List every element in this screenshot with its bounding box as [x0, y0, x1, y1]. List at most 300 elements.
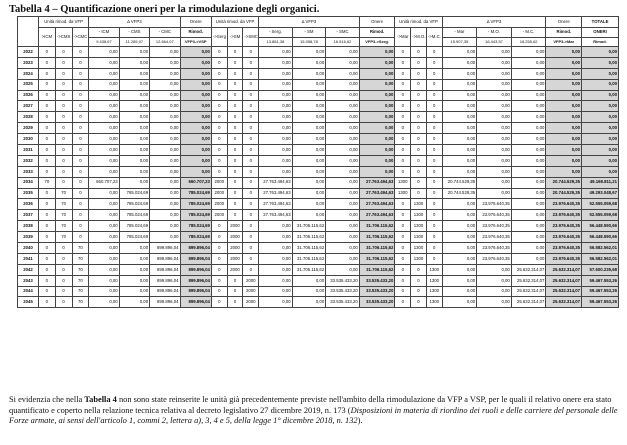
onere-cell: 0,00: [359, 90, 395, 101]
units-cell: 1300: [426, 264, 442, 275]
onere-cell: 0,00: [546, 68, 582, 79]
delta-cell: 0,00: [119, 134, 149, 145]
year-cell: 2028: [18, 112, 39, 123]
delta-cell: 23.976.640,35: [477, 253, 512, 264]
delta-cell: 0,00: [150, 123, 180, 134]
total-cell: 57.600.235,68: [582, 264, 619, 275]
delta-cell: 0,00: [259, 232, 293, 243]
units-cell: 0: [395, 286, 411, 297]
delta-cell: 0,00: [150, 232, 180, 243]
onere-cell: 23.976.640,35: [546, 232, 582, 243]
delta-cell: 0,00: [150, 166, 180, 177]
units-cell: 0: [243, 90, 259, 101]
vfp-vsp-header: VFP3->VSP: [180, 38, 211, 47]
table-row: [18, 166, 619, 177]
delta-cell: 0,00: [150, 155, 180, 166]
onere-cell: 0,00: [180, 47, 211, 58]
units-cell: 0: [55, 166, 72, 177]
year-cell: 2029: [18, 123, 39, 134]
units-cell: 0: [395, 166, 411, 177]
year-cell: 2044: [18, 286, 39, 297]
delta-cell: 27.763.494,63: [259, 177, 293, 188]
total-cell: 0,00: [582, 166, 619, 177]
delta-cell: 0,00: [442, 166, 477, 177]
onere-cell: 0,00: [546, 112, 582, 123]
units-cell: 0: [55, 112, 72, 123]
delta-cell: 0,00: [442, 57, 477, 68]
delta-cell: 0,00: [477, 101, 512, 112]
units-cell: 1300: [411, 243, 427, 254]
delta-cell: 0,00: [292, 199, 326, 210]
onere-cell: 25.632.314,07: [546, 297, 582, 308]
units-cell: 0: [243, 188, 259, 199]
units-cell: 0: [243, 210, 259, 221]
units-cell: 0: [211, 221, 227, 232]
delta-cell: 0,00: [511, 232, 546, 243]
units-cell: 0: [243, 243, 259, 254]
delta-cell: 0,00: [477, 275, 512, 286]
units-cell: 70: [55, 232, 72, 243]
onere-cell: 0,00: [359, 57, 395, 68]
total-cell: 56.582.562,01: [582, 253, 619, 264]
units-cell: 0: [55, 57, 72, 68]
delta-cell: 0,00: [326, 134, 360, 145]
units-cell: 2000: [243, 297, 259, 308]
delta-cell: 0,00: [89, 232, 119, 243]
delta-cell: 0,00: [89, 253, 119, 264]
onere-cell: 0,00: [546, 47, 582, 58]
delta-cell: 0,00: [259, 90, 293, 101]
units-cell: 0: [38, 145, 55, 156]
delta-cell: 0,00: [119, 112, 149, 123]
units-cell: 0: [211, 112, 227, 123]
units-cell: 0: [211, 243, 227, 254]
units-cell: 70: [72, 275, 89, 286]
units-cell: 70: [72, 243, 89, 254]
units-cell: 0: [72, 145, 89, 156]
col-header: >ICM: [38, 28, 55, 47]
units-cell: 0: [38, 243, 55, 254]
delta-cell: 0,00: [89, 221, 119, 232]
delta-cell: 0,00: [259, 123, 293, 134]
delta-cell: 0,00: [89, 199, 119, 210]
delta-cell: 33.535.433,20: [326, 297, 360, 308]
units-cell: 0: [395, 221, 411, 232]
rimod-header: Rimod.: [359, 28, 395, 38]
delta-cell: 0,00: [89, 79, 119, 90]
delta-cell: 25.632.314,07: [511, 286, 546, 297]
delta-cell: 0,00: [442, 297, 477, 308]
onere-cell: 0,00: [359, 101, 395, 112]
units-cell: 0: [211, 57, 227, 68]
units-cell: 0: [395, 275, 411, 286]
onere-cell: 25.632.314,07: [546, 275, 582, 286]
delta-cell: 0,00: [119, 79, 149, 90]
note-text: Si evidenzia che nella: [9, 395, 85, 404]
delta-cell: 0,00: [89, 68, 119, 79]
delta-cell: 0,00: [511, 57, 546, 68]
delta-cell: 0,00: [292, 47, 326, 58]
onere-cell: 27.763.494,63: [359, 177, 395, 188]
delta-value-header: 15.907,35: [442, 38, 477, 47]
total-cell: 0,00: [582, 57, 619, 68]
delta-cell: 0,00: [511, 123, 546, 134]
onere-cell: 0,00: [180, 101, 211, 112]
delta-cell: 20.744.529,35: [442, 177, 477, 188]
delta-cell: 0,00: [89, 145, 119, 156]
delta-cell: 0,00: [326, 123, 360, 134]
units-cell: 0: [38, 232, 55, 243]
delta-cell: 0,00: [292, 112, 326, 123]
units-cell: 0: [211, 145, 227, 156]
delta-cell: 0,00: [119, 155, 149, 166]
units-cell: 70: [55, 221, 72, 232]
units-cell: 0: [426, 221, 442, 232]
units-cell: 0: [426, 47, 442, 58]
onere-cell: 899.896,04: [180, 253, 211, 264]
year-cell: 2042: [18, 264, 39, 275]
delta-cell: 0,00: [292, 101, 326, 112]
year-cell: 2043: [18, 275, 39, 286]
delta-cell: 0,00: [442, 253, 477, 264]
delta-cell: 899.896,04: [150, 286, 180, 297]
col-header: ->SM: [227, 28, 243, 47]
delta-col-header: - SM: [292, 28, 326, 38]
units-cell: 0: [211, 134, 227, 145]
units-cell: 2000: [243, 275, 259, 286]
units-cell: 0: [243, 166, 259, 177]
delta-cell: 0,00: [89, 47, 119, 58]
units-cell: 0: [411, 57, 427, 68]
total-cell: 0,00: [582, 101, 619, 112]
delta-cell: 0,00: [477, 297, 512, 308]
units-cell: 0: [72, 57, 89, 68]
units-cell: 0: [55, 134, 72, 145]
delta-cell: 0,00: [150, 68, 180, 79]
totale-header: TOTALE: [582, 17, 619, 28]
delta-cell: 899.896,04: [150, 253, 180, 264]
onere-header: Onere: [359, 17, 395, 28]
delta-cell: 23.976.640,35: [477, 221, 512, 232]
units-cell: 0: [395, 90, 411, 101]
delta-cell: 660.707,23: [89, 177, 119, 188]
table-row: [18, 253, 619, 264]
delta-cell: 25.632.314,07: [511, 264, 546, 275]
delta-cell: 0,00: [292, 145, 326, 156]
units-cell: 2000: [227, 221, 243, 232]
delta-cell: 0,00: [511, 166, 546, 177]
units-cell: 0: [426, 123, 442, 134]
units-cell: 0: [411, 275, 427, 286]
delta-cell: 0,00: [511, 90, 546, 101]
units-cell: 0: [55, 101, 72, 112]
col-header: ->M.O.: [411, 28, 427, 47]
total-cell: 59.467.553,26: [582, 286, 619, 297]
units-cell: 0: [55, 68, 72, 79]
delta-cell: 0,00: [442, 232, 477, 243]
onere-cell: 0,00: [546, 101, 582, 112]
units-cell: 0: [55, 123, 72, 134]
delta-cell: 0,00: [150, 57, 180, 68]
onere-cell: 0,00: [546, 134, 582, 145]
delta-cell: 0,00: [259, 134, 293, 145]
table-row: [18, 134, 619, 145]
total-cell: 0,00: [582, 90, 619, 101]
units-cell: 0: [243, 112, 259, 123]
delta-cell: 0,00: [326, 166, 360, 177]
units-cell: 0: [227, 177, 243, 188]
units-cell: 0: [243, 79, 259, 90]
delta-cell: 0,00: [326, 90, 360, 101]
units-cell: 0: [395, 243, 411, 254]
onere-cell: 0,00: [546, 155, 582, 166]
units-cell: 0: [55, 47, 72, 58]
delta-cell: 0,00: [511, 221, 546, 232]
units-cell: 0: [426, 101, 442, 112]
onere-cell: 785.024,69: [180, 199, 211, 210]
units-cell: 0: [38, 101, 55, 112]
units-cell: 2000: [227, 253, 243, 264]
year-cell: 2034: [18, 177, 39, 188]
table-row: [18, 188, 619, 199]
delta-cell: 0,00: [477, 166, 512, 177]
delta-cell: 31.706.115,62: [292, 264, 326, 275]
table-row: [18, 68, 619, 79]
year-cell: 2045: [18, 297, 39, 308]
units-cell: 0: [38, 286, 55, 297]
onere-cell: 33.535.433,20: [359, 286, 395, 297]
delta-cell: 0,00: [292, 123, 326, 134]
units-cell: 0: [72, 123, 89, 134]
total-cell: 49.168.811,21: [582, 177, 619, 188]
delta-cell: 0,00: [326, 155, 360, 166]
delta-col-header: - M.C.: [511, 28, 546, 38]
delta-cell: 27.763.494,63: [259, 199, 293, 210]
delta-cell: 0,00: [119, 90, 149, 101]
delta-value-header: 9.438,67: [89, 38, 119, 47]
delta-cell: 0,00: [150, 210, 180, 221]
delta-cell: 25.632.314,07: [511, 297, 546, 308]
units-cell: 0: [38, 123, 55, 134]
units-cell: 0: [211, 68, 227, 79]
delta-cell: 0,00: [511, 79, 546, 90]
units-cell: 0: [211, 79, 227, 90]
onere-cell: 0,00: [180, 145, 211, 156]
units-cell: 0: [243, 68, 259, 79]
delta-cell: 31.706.115,62: [292, 221, 326, 232]
delta-cell: 0,00: [511, 47, 546, 58]
units-cell: 0: [72, 199, 89, 210]
onere-cell: 23.976.640,35: [546, 243, 582, 254]
onere-cell: 31.706.115,62: [359, 243, 395, 254]
units-cell: 0: [38, 264, 55, 275]
delta-value-header: 15.058,78: [292, 38, 326, 47]
units-cell: 0: [395, 47, 411, 58]
delta-cell: 899.896,04: [150, 297, 180, 308]
col-header: ->CMS: [55, 28, 72, 47]
onere-cell: 0,00: [180, 57, 211, 68]
delta-cell: 0,00: [477, 134, 512, 145]
delta-col-header: - CMS: [119, 28, 149, 38]
units-cell: 0: [243, 253, 259, 264]
table-title: Tabella 4 – Quantificazione oneri per la rimodulazione degli organici.: [9, 4, 320, 15]
delta-cell: 0,00: [442, 112, 477, 123]
onere-cell: 0,00: [359, 155, 395, 166]
table-row: [18, 47, 619, 58]
units-cell: 0: [38, 68, 55, 79]
delta-cell: 0,00: [477, 145, 512, 156]
delta-cell: 899.896,04: [150, 264, 180, 275]
delta-cell: 0,00: [326, 47, 360, 58]
quantification-table: [17, 16, 619, 308]
delta-cell: 0,00: [89, 112, 119, 123]
onere-header: Onere: [546, 17, 582, 28]
delta-cell: 0,00: [511, 112, 546, 123]
delta-cell: 0,00: [477, 188, 512, 199]
delta-cell: 0,00: [326, 232, 360, 243]
year-header-cell: [18, 17, 39, 47]
delta-cell: 0,00: [89, 243, 119, 254]
rimod-header: Rimod.: [546, 28, 582, 38]
delta-cell: 0,00: [119, 123, 149, 134]
delta-cell: 23.976.640,35: [477, 210, 512, 221]
units-cell: 0: [227, 101, 243, 112]
delta-cell: 0,00: [442, 275, 477, 286]
onere-cell: 0,00: [180, 79, 211, 90]
units-cell: 0: [411, 297, 427, 308]
delta-cell: 785.024,69: [119, 210, 149, 221]
table-row: [18, 243, 619, 254]
units-cell: 0: [426, 188, 442, 199]
col-header: ->Mar: [395, 28, 411, 47]
delta-cell: 0,00: [442, 286, 477, 297]
delta-cell: 25.632.314,07: [511, 275, 546, 286]
onere-cell: 0,00: [546, 57, 582, 68]
delta-cell: 0,00: [292, 134, 326, 145]
units-cell: 0: [411, 166, 427, 177]
units-cell: 0: [426, 166, 442, 177]
delta-cell: 0,00: [89, 210, 119, 221]
delta-cell: 0,00: [89, 57, 119, 68]
delta-cell: 0,00: [326, 101, 360, 112]
year-cell: 2022: [18, 47, 39, 58]
delta-cell: 0,00: [259, 101, 293, 112]
onere-cell: 23.976.640,35: [546, 210, 582, 221]
year-cell: 2040: [18, 243, 39, 254]
delta-cell: 33.535.433,20: [326, 286, 360, 297]
onere-cell: 0,00: [359, 68, 395, 79]
delta-value-header: 16.516,62: [326, 38, 360, 47]
delta-cell: 0,00: [511, 243, 546, 254]
year-cell: 2027: [18, 101, 39, 112]
footnote-paragraph: [9, 395, 619, 427]
units-cell: 70: [72, 297, 89, 308]
onere-cell: 0,00: [546, 145, 582, 156]
delta-cell: 0,00: [442, 123, 477, 134]
units-cell: 0: [227, 47, 243, 58]
delta-cell: 0,00: [259, 112, 293, 123]
delta-cell: 0,00: [442, 90, 477, 101]
delta-cell: 0,00: [326, 199, 360, 210]
delta-cell: 0,00: [150, 199, 180, 210]
units-cell: 70: [72, 264, 89, 275]
units-cell: 70: [55, 210, 72, 221]
total-cell: 0,00: [582, 155, 619, 166]
delta-cell: 0,00: [326, 57, 360, 68]
units-cell: 0: [243, 177, 259, 188]
delta-cell: 0,00: [150, 134, 180, 145]
units-cell: 1300: [395, 177, 411, 188]
onere-cell: 25.632.314,07: [546, 264, 582, 275]
units-cell: 0: [55, 177, 72, 188]
units-cell: 0: [38, 199, 55, 210]
units-cell: 0: [55, 79, 72, 90]
delta-cell: 31.706.115,62: [292, 232, 326, 243]
delta-cell: 0,00: [259, 286, 293, 297]
delta-cell: 0,00: [89, 297, 119, 308]
table-row: [18, 112, 619, 123]
col-header: ->M.C.: [426, 28, 442, 47]
delta-cell: 23.976.640,35: [477, 199, 512, 210]
delta-cell: 33.535.433,20: [326, 275, 360, 286]
delta-cell: 0,00: [292, 297, 326, 308]
total-cell: 0,00: [582, 123, 619, 134]
units-cell: 1300: [411, 253, 427, 264]
units-cell: 0: [426, 177, 442, 188]
onere-cell: 660.707,23: [180, 177, 211, 188]
units-cell: 0: [395, 145, 411, 156]
delta-cell: 0,00: [292, 79, 326, 90]
delta-cell: 0,00: [477, 264, 512, 275]
units-cell: 0: [211, 232, 227, 243]
delta-cell: 0,00: [511, 177, 546, 188]
year-cell: 2026: [18, 90, 39, 101]
units-cell: 0: [426, 199, 442, 210]
delta-value-header: 13.881,38: [259, 38, 293, 47]
units-cell: 0: [227, 166, 243, 177]
onere-cell: 0,00: [546, 123, 582, 134]
delta-cell: 0,00: [477, 79, 512, 90]
units-cell: 0: [426, 155, 442, 166]
delta-cell: 0,00: [89, 286, 119, 297]
delta-cell: 0,00: [477, 155, 512, 166]
delta-cell: 0,00: [442, 68, 477, 79]
delta-cell: 785.024,69: [119, 232, 149, 243]
units-cell: 0: [211, 47, 227, 58]
delta-cell: 0,00: [292, 155, 326, 166]
delta-cell: 23.976.640,35: [477, 243, 512, 254]
onere-cell: 0,00: [359, 79, 395, 90]
units-cell: 0: [211, 123, 227, 134]
delta-cell: 0,00: [511, 68, 546, 79]
total-cell: 0,00: [582, 145, 619, 156]
delta-col-header: - CMC: [150, 28, 180, 38]
delta-col-header: - Mar: [442, 28, 477, 38]
rimod-header: Rimod.: [582, 38, 619, 47]
units-cell: 0: [426, 90, 442, 101]
delta-cell: 0,00: [259, 297, 293, 308]
delta-cell: 0,00: [442, 264, 477, 275]
units-cell: 0: [55, 275, 72, 286]
units-cell: 0: [227, 275, 243, 286]
units-cell: 0: [38, 188, 55, 199]
units-cell: 0: [72, 166, 89, 177]
onere-cell: 785.024,69: [180, 221, 211, 232]
units-cell: 0: [227, 145, 243, 156]
delta-cell: 0,00: [442, 79, 477, 90]
units-cell: 1300: [411, 221, 427, 232]
delta-cell: 0,00: [511, 199, 546, 210]
